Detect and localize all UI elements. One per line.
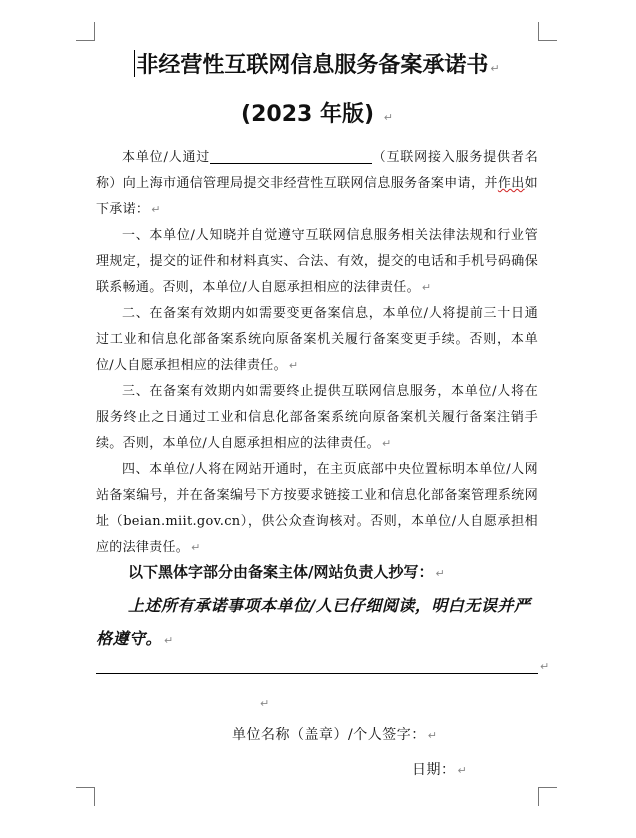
crop-mark-bottom-left [76, 787, 95, 806]
paragraph-mark-icon: ↵ [288, 359, 299, 372]
copy-text-content: 上述所有承诺事项本单位/人已仔细阅读，明白无误并严格遵守。 [96, 596, 531, 648]
crop-mark-top-left [76, 22, 95, 41]
paragraph-mark-icon: ↵ [421, 281, 432, 294]
signature-field[interactable] [232, 725, 437, 746]
provider-name-blank [210, 147, 372, 164]
paragraph-mark-icon: ↵ [457, 764, 468, 777]
paragraph-mark-icon: ↵ [164, 634, 174, 647]
title-text: 非经营性互联网信息服务备案承诺书 [136, 53, 489, 78]
copy-instruction-text: 以下黑体字部分由备案主体/网站负责人抄写： [128, 563, 434, 581]
document-body[interactable] [96, 145, 538, 561]
intro-text-after: （互联网接入服务提供者名称）向上海市通信管理局提交非经营性互联网信息服务备案申请，并 [96, 150, 538, 191]
copy-instruction[interactable] [96, 558, 538, 588]
subtitle-text: (2023 年版) [241, 102, 375, 127]
paragraph-mark-icon: ↵ [191, 541, 201, 554]
commitment-paragraph-1 [96, 223, 538, 301]
date-field[interactable] [412, 760, 467, 781]
spellcheck-squiggle: 作出 [497, 176, 525, 191]
crop-mark-bottom-right [538, 787, 557, 806]
intro-paragraph [96, 145, 538, 223]
commitment-paragraph-2 [96, 301, 538, 379]
paragraph-mark-icon: ↵ [260, 697, 270, 710]
paragraph-mark-icon: ↵ [435, 567, 445, 580]
commitment-paragraph-3 [96, 379, 538, 457]
commitment-paragraph-4 [96, 457, 538, 561]
paragraph-text: 二、在备案有效期内如需要变更备案信息，本单位/人将提前三十日通过工业和信息化部备案系统向原备案机关履行备案变更手续。否则，本单位/人自愿承担相应的法律责任。 [96, 306, 538, 373]
crop-mark-top-right [538, 22, 557, 41]
handwriting-line[interactable] [96, 673, 538, 674]
date-label: 日期： [412, 762, 456, 778]
copy-text[interactable] [96, 589, 538, 657]
paragraph-mark-icon: ↵ [381, 437, 392, 450]
signature-label: 单位名称（盖章）/个人签字： [232, 727, 426, 743]
paragraph-mark-icon: ↵ [427, 729, 438, 742]
paragraph-text: 三、在备案有效期内如需要终止提供互联网信息服务，本单位/人将在服务终止之日通过工业和信息化部备案系统向原备案机关履行备案注销手续。否则，本单位/人自愿承担相应的法律责任。 [96, 384, 538, 451]
intro-text-end: 如下承诺： [96, 176, 538, 217]
intro-text-before: 本单位/人通过 [122, 150, 211, 165]
paragraph-mark-icon: ↵ [151, 203, 161, 216]
paragraph-mark-icon: ↵ [490, 62, 500, 75]
paragraph-text: 四、本单位/人将在网站开通时，在主页底部中央位置标明本单位/人网站备案编号，并在备案编号下方按要求链接工业和信息化部备案管理系统网址（beian.miit.gov.cn），供公众查询核对。否则，本单位/人自愿承担相应的法律责任。 [96, 462, 538, 555]
paragraph-text: 一、本单位/人知晓并自觉遵守互联网信息服务相关法律法规和行业管理规定，提交的证件和材料真实、合法、有效，提交的电话和手机号码确保联系畅通。否则，本单位/人自愿承担相应的法律责任。 [96, 228, 538, 295]
paragraph-mark-icon: ↵ [540, 660, 550, 673]
paragraph-mark-icon: ↵ [383, 111, 393, 124]
document-title[interactable] [96, 50, 538, 84]
document-subtitle[interactable] [96, 100, 538, 133]
